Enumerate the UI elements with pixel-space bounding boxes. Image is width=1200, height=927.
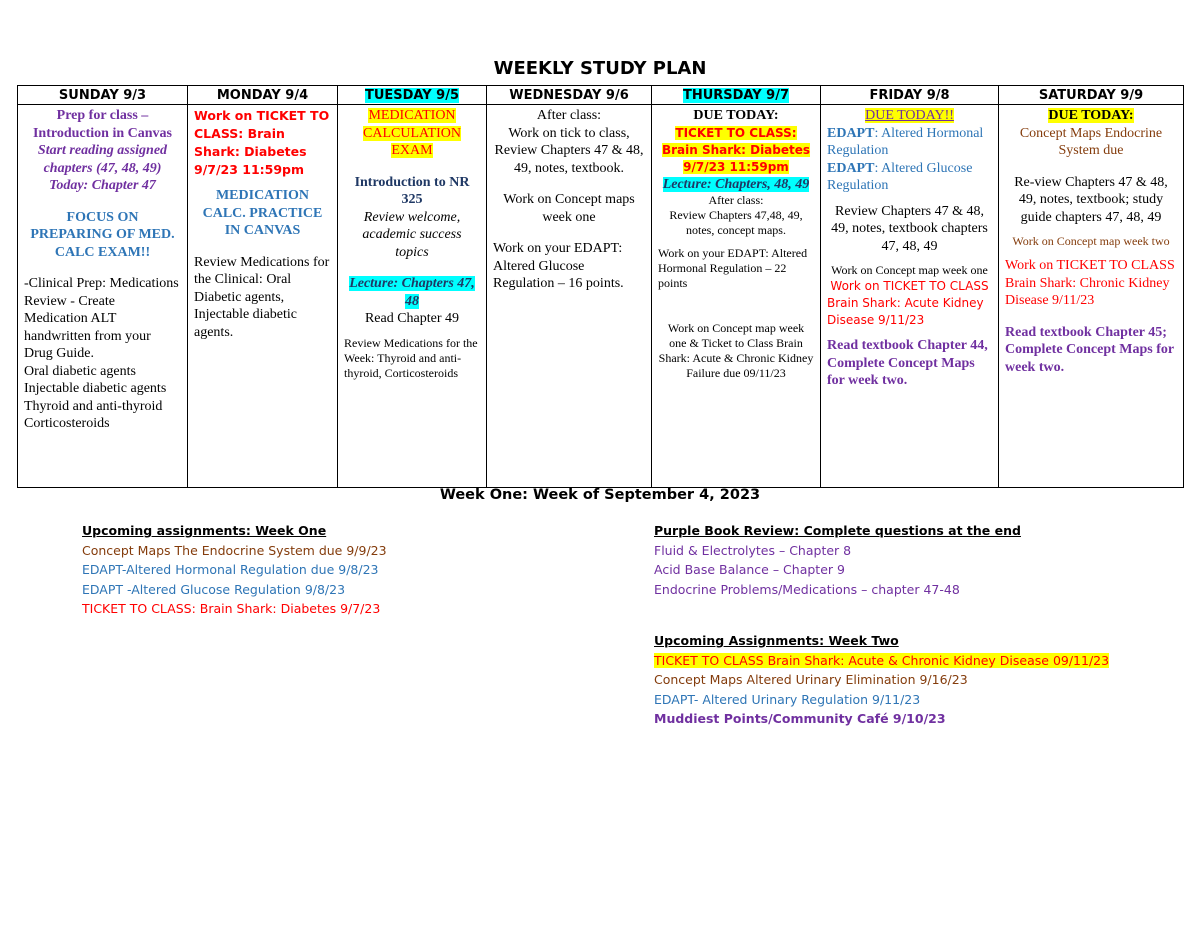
wednesday-edapt: Work on your EDAPT: Altered Glucose Regulation – 16 points. (493, 241, 624, 291)
sunday-cell (18, 105, 188, 488)
day-header-row (18, 86, 1184, 105)
friday-edapt-glucose: EDAPT: Altered Glucose Regulation (827, 160, 973, 193)
thursday-ticket-block (658, 125, 814, 176)
tuesday-cell (338, 105, 487, 488)
day-header-saturday: SATURDAY 9/9 (999, 86, 1184, 105)
monday-cell (188, 105, 338, 488)
saturday-read: Read textbook Chapter 45; Complete Concept Maps for week two. (1005, 324, 1174, 375)
friday-read: Read textbook Chapter 44, Complete Concept Maps for week two. (827, 338, 988, 388)
purple-book-heading: Purple Book Review: Complete questions at the end (654, 523, 1021, 538)
day-header-sunday: SUNDAY 9/3 (18, 86, 188, 105)
week-one-assignments (82, 521, 387, 619)
week-two-item: Concept Maps Altered Urinary Elimination 9/16/23 (654, 672, 968, 687)
sunday-drug-item: Oral diabetic agents (24, 363, 136, 379)
sunday-focus: FOCUS ON PREPARING OF MED. CALC EXAM!! (30, 209, 175, 260)
friday-due-block (827, 107, 992, 125)
friday-review: Review Chapters 47 & 48, 49, notes, textbook chapters 47, 48, 49 (831, 203, 988, 254)
wednesday-tick: Work on tick to class, Review Chapters 47 & 48, 49, notes, textbook. (494, 125, 644, 176)
tuesday-exam-block (344, 107, 480, 160)
friday-due: DUE TODAY!! (865, 108, 954, 123)
saturday-concept2: Work on Concept map week two (1012, 234, 1170, 248)
tuesday-lecture: Lecture: Chapters 47, 48 (349, 276, 475, 309)
thursday-after: After class: (708, 193, 764, 207)
thursday-cell (652, 105, 821, 488)
saturday-ticket-body: Brain Shark: Chronic Kidney Disease 9/11/23 (1005, 275, 1170, 308)
friday-ticket-body: Brain Shark: Acute Kidney Disease 9/11/23 (827, 296, 984, 327)
sunday-reading: Start reading assigned chapters (47, 48, 49) (37, 143, 168, 176)
week-two-item: TICKET TO CLASS Brain Shark: Acute & Chronic Kidney Disease 09/11/23 (654, 652, 1110, 668)
tuesday-lecture-block (344, 275, 480, 310)
day-header-tuesday: TUESDAY 9/5 (338, 86, 487, 105)
purple-book-review (654, 521, 1021, 599)
saturday-cell (999, 105, 1184, 488)
monday-ticket: Work on TICKET TO CLASS: Brain Shark: Diabetes 9/7/23 11:59pm (194, 108, 330, 177)
sunday-drug-item: Injectable diabetic agents (24, 381, 167, 396)
day-header-wednesday: WEDNESDAY 9/6 (487, 86, 652, 105)
saturday-due: DUE TODAY: (1048, 108, 1134, 123)
thursday-review: Review Chapters 47,48, 49, notes, concept maps. (669, 208, 803, 237)
purple-book-item: Endocrine Problems/Medications – chapter 47-48 (654, 581, 960, 597)
week-two-item: EDAPT- Altered Urinary Regulation 9/11/23 (654, 691, 921, 707)
week-one-item: EDAPT-Altered Hormonal Regulation due 9/8/23 (82, 562, 379, 577)
day-header-friday: FRIDAY 9/8 (821, 86, 999, 105)
day-header-thursday: THURSDAY 9/7 (652, 86, 821, 105)
week-label: Week One: Week of September 4, 2023 (439, 487, 761, 503)
purple-book-item: Acid Base Balance – Chapter 9 (654, 562, 845, 577)
sunday-drug-item: Corticosteroids (24, 416, 110, 431)
sunday-prep: Prep for class – Introduction in Canvas (32, 108, 172, 141)
purple-book-item: Fluid & Electrolytes – Chapter 8 (654, 542, 852, 558)
monday-practice: MEDICATION CALC. PRACTICE IN CANVAS (202, 188, 323, 238)
week-two-item: Muddiest Points/Community Café 9/10/23 (654, 711, 946, 726)
wednesday-cell (487, 105, 652, 488)
sunday-today: Today: Chapter 47 (49, 178, 156, 193)
week-two-item-row (654, 651, 1109, 671)
friday-cell (821, 105, 999, 488)
tuesday-read: Read Chapter 49 (364, 311, 460, 326)
saturday-due-block (1005, 107, 1177, 125)
thursday-due: DUE TODAY: (693, 108, 779, 123)
thursday-lecture-block (658, 176, 814, 194)
week-two-heading: Upcoming Assignments: Week Two (654, 633, 899, 648)
saturday-review: Re-view Chapters 47 & 48, 49, notes, textbook; study guide chapters 47, 48, 49 (1014, 174, 1168, 225)
page-title: WEEKLY STUDY PLAN (493, 58, 707, 79)
day-header-monday: MONDAY 9/4 (188, 86, 338, 105)
tuesday-welcome: Review welcome, academic success topics (362, 209, 462, 260)
monday-review: Review Medications for the Clinical: Oral Diabetic agents, Injectable diabetic agents. (194, 254, 330, 340)
friday-ticket-head: Work on TICKET TO CLASS (830, 279, 989, 293)
week-one-item: Concept Maps The Endocrine System due 9/9/23 (82, 542, 387, 558)
week-two-assignments (654, 631, 1109, 729)
day-content-row (18, 105, 1184, 488)
sunday-drug-item: Thyroid and anti-thyroid (24, 398, 163, 414)
wednesday-concept: Work on Concept maps week one (503, 192, 635, 225)
tuesday-meds: Review Medications for the Week: Thyroid and anti-thyroid, Corticosteroids (344, 335, 478, 380)
week-one-heading: Upcoming assignments: Week One (82, 523, 327, 538)
tuesday-intro: Introduction to NR 325 (354, 174, 470, 207)
week-one-item: TICKET TO CLASS: Brain Shark: Diabetes 9/7/23 (82, 601, 381, 616)
saturday-concept: Concept Maps Endocrine System due (1019, 125, 1163, 158)
thursday-concept: Work on Concept map week one & Ticket to Class Brain Shark: Acute & Chronic Kidney Failure due 09/11/23 (658, 321, 814, 380)
friday-concept: Work on Concept map week one (831, 263, 988, 277)
thursday-lecture: Lecture: Chapters, 48, 49 (662, 176, 810, 192)
thursday-edapt: Work on your EDAPT: Altered Hormonal Regulation – 22 points (658, 246, 808, 290)
friday-edapt-hormonal: EDAPT: Altered Hormonal Regulation (827, 125, 984, 158)
thursday-ticket: TICKET TO CLASS: Brain Shark: Diabetes 9/7/23 11:59pm (661, 125, 811, 174)
saturday-ticket-head: Work on TICKET TO CLASS (1005, 258, 1175, 273)
week-one-item: EDAPT -Altered Glucose Regulation 9/8/23 (82, 581, 346, 597)
sunday-clinical: -Clinical Prep: Medications Review - Create Medication ALT handwritten from your Drug Guide. (24, 276, 179, 361)
wednesday-after: After class: (536, 108, 602, 123)
weekly-plan-table (17, 85, 1184, 488)
tuesday-exam: MEDICATION CALCULATION EXAM (363, 108, 461, 158)
